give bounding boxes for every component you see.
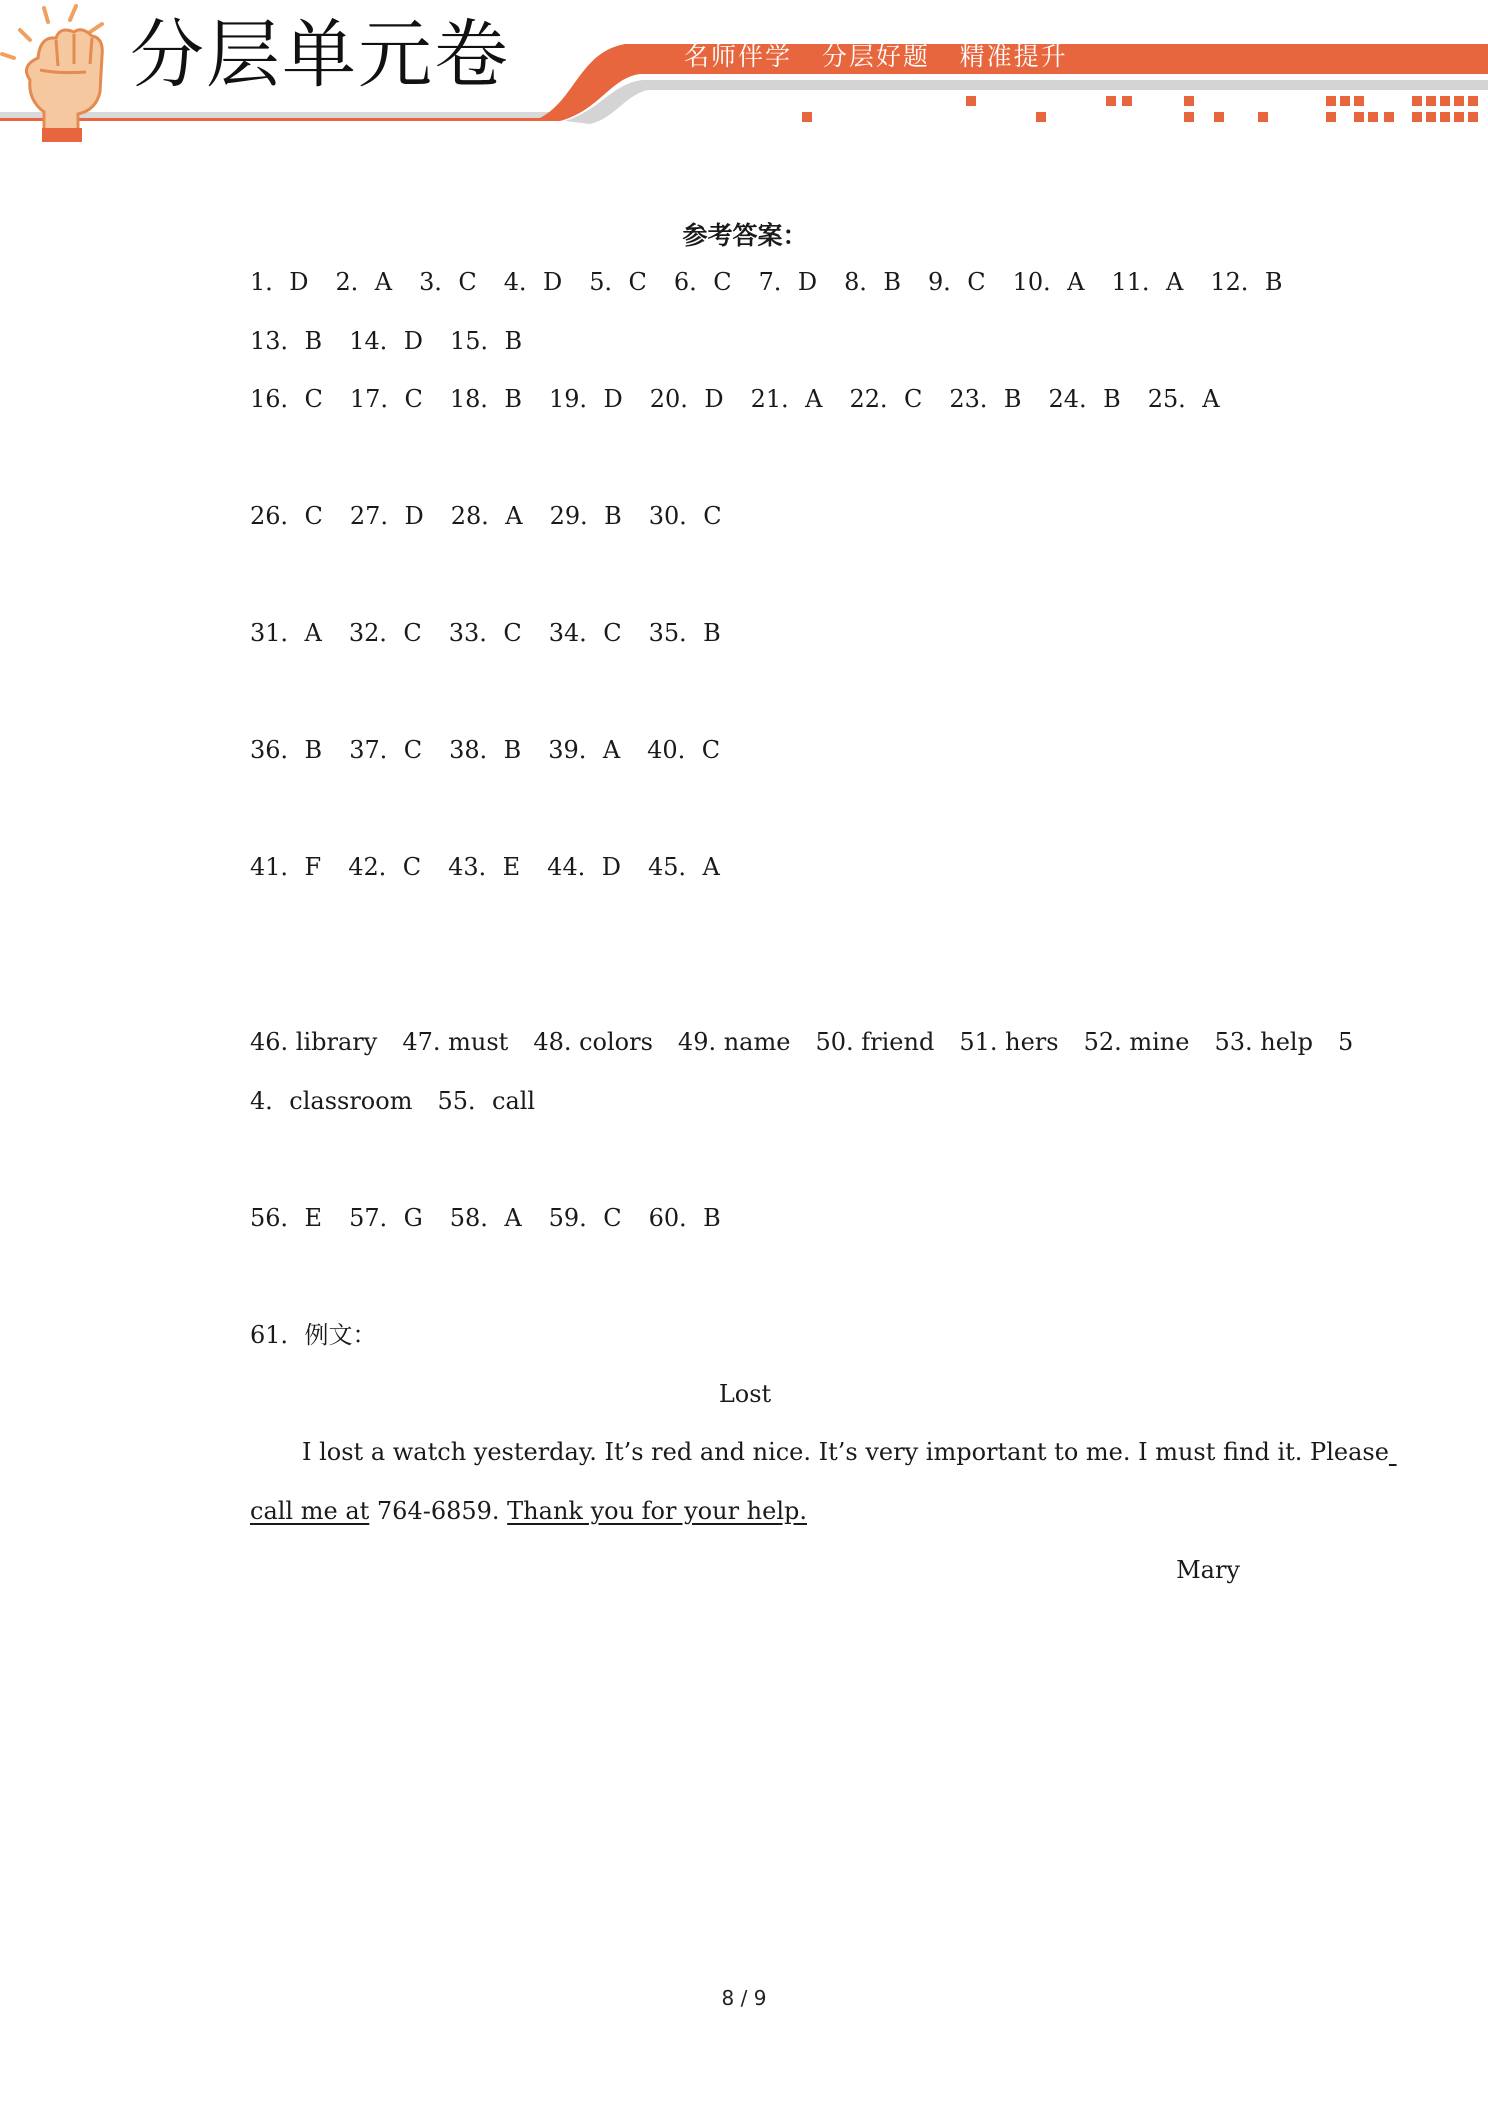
essay-signature: Mary <box>1176 1556 1240 1584</box>
answer-item: 17．C <box>349 385 423 413</box>
decorative-squares <box>802 96 1478 122</box>
answer-item: 45．A <box>647 853 720 881</box>
answer-item: 40．C <box>647 736 721 764</box>
answer-item: 56．E <box>250 1204 323 1232</box>
answer-row <box>250 1206 1240 1230</box>
answer-item: 11．A <box>1111 268 1184 296</box>
answer-row <box>250 738 1240 762</box>
answer-item: 59．C <box>548 1204 622 1232</box>
answer-item: 48. colors <box>533 1028 653 1056</box>
essay-underlined-text: Thank you for your help. <box>507 1497 807 1525</box>
answer-item: 30．C <box>648 502 722 530</box>
essay-text: I lost a watch yesterday. It’s red and nice. It’s very important to me. I must find it. Please <box>302 1438 1389 1466</box>
answer-item: 6．C <box>673 268 732 296</box>
answer-item: 1．D <box>250 268 309 296</box>
answer-item: 58．A <box>449 1204 522 1232</box>
answer-item: 2．A <box>335 268 393 296</box>
answer-item: 9．C <box>927 268 986 296</box>
word-answer-row <box>250 1089 1240 1113</box>
answer-item: 34．C <box>548 619 622 647</box>
answer-row <box>250 504 1240 528</box>
answer-item: 44．D <box>547 853 621 881</box>
answer-item: 22．C <box>849 385 923 413</box>
answer-row <box>250 329 1240 353</box>
blank-underline <box>1389 1438 1397 1466</box>
answer-item: 43．E <box>448 853 521 881</box>
answer-item: 12．B <box>1210 268 1283 296</box>
answer-item: 60．B <box>648 1204 721 1232</box>
answer-item: 29．B <box>549 502 622 530</box>
answer-item: 47. must <box>402 1028 509 1056</box>
answer-item: 4．classroom <box>250 1087 413 1115</box>
essay-text: 764-6859. <box>369 1497 508 1525</box>
answer-item: 24．B <box>1048 385 1121 413</box>
answer-item: 19．D <box>549 385 623 413</box>
answer-item: 7．D <box>758 268 818 296</box>
answer-item: 23．B <box>949 385 1022 413</box>
brand-title: 分层单元卷 <box>130 12 510 98</box>
answer-item: 4．D <box>503 268 563 296</box>
answer-item: 46. library <box>250 1028 378 1056</box>
essay-underlined-text: call me at <box>250 1497 370 1525</box>
essay-line-1 <box>250 1438 1389 1466</box>
answer-row <box>250 387 1240 411</box>
answer-item: 13．B <box>250 327 323 355</box>
answer-item: 38．B <box>449 736 522 764</box>
header-slogan: 名师伴学 分层好题 精准提升 <box>684 42 1068 71</box>
answer-item: 51. hers <box>959 1028 1059 1056</box>
page-number: 8 / 9 <box>721 1986 767 2010</box>
answer-item: 8．B <box>844 268 901 296</box>
answer-item: 42．C <box>348 853 422 881</box>
answer-item: 20．D <box>649 385 724 413</box>
answer-row <box>250 621 1240 645</box>
answer-item: 31．A <box>250 619 322 647</box>
page-header <box>0 0 1488 150</box>
answer-item: 55．call <box>437 1087 536 1115</box>
answer-item: 41．F <box>250 853 322 881</box>
answer-item: 28．A <box>450 502 523 530</box>
word-answer-row <box>250 1028 1354 1056</box>
answer-row <box>250 268 1283 296</box>
answer-item: 15．B <box>449 327 523 355</box>
essay-label: 61．例文： <box>250 1321 377 1349</box>
answer-item: 35．B <box>648 619 721 647</box>
answer-item: 14．D <box>349 327 423 355</box>
raised-fist-icon <box>2 6 102 142</box>
essay-title: Lost <box>718 1380 772 1408</box>
answer-item: 50. friend <box>815 1028 935 1056</box>
answer-item: 25．A <box>1147 385 1220 413</box>
answer-item: 57．G <box>349 1204 423 1232</box>
answer-item: 21．A <box>750 385 823 413</box>
answer-item: 52. mine <box>1083 1028 1190 1056</box>
essay-line-2 <box>250 1497 1240 1525</box>
answer-item: 26．C <box>250 502 323 530</box>
answer-item: 37．C <box>349 736 423 764</box>
answer-item: 27．D <box>349 502 424 530</box>
section-title: 参考答案： <box>682 221 808 250</box>
answer-item: 18．B <box>449 385 522 413</box>
answer-item: 3．C <box>419 268 477 296</box>
answer-item: 5．C <box>589 268 647 296</box>
answer-row <box>250 855 1240 879</box>
answer-item: 32．C <box>348 619 422 647</box>
answer-item: 53. help <box>1214 1028 1313 1056</box>
answer-item: 39．A <box>548 736 621 764</box>
answer-item: 10．A <box>1012 268 1085 296</box>
answer-item: 16．C <box>250 385 323 413</box>
answer-item: 5 <box>1337 1028 1354 1056</box>
answer-item: 36．B <box>250 736 323 764</box>
answer-item: 49. name <box>677 1028 791 1056</box>
answer-item: 33．C <box>448 619 522 647</box>
